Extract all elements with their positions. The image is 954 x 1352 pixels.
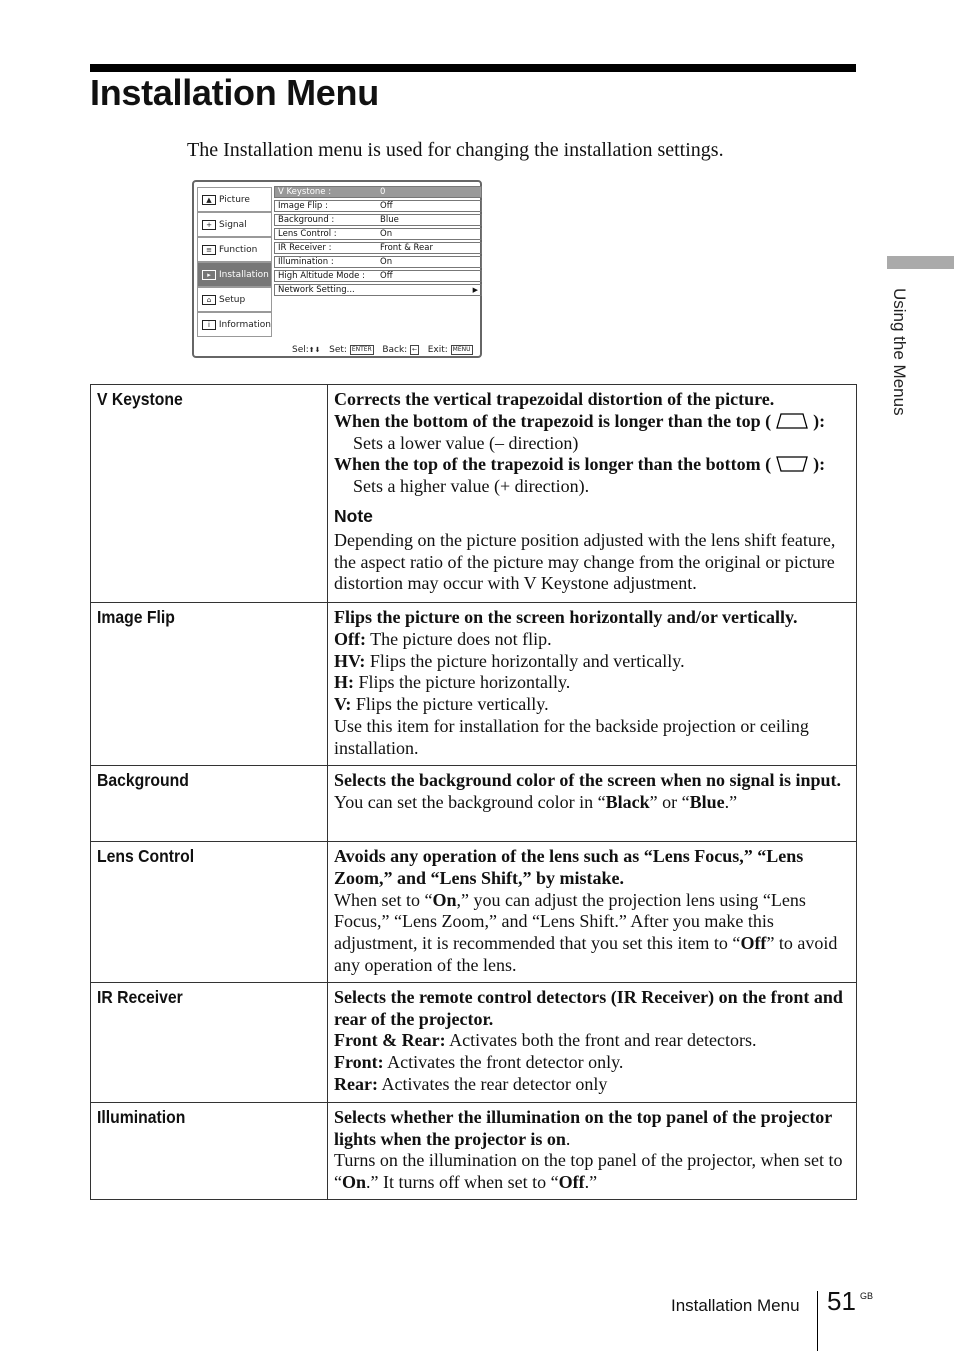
osd-row-image-flip: Image Flip : Off (274, 200, 482, 212)
installation-icon: ▸ (202, 270, 216, 280)
item-name: IR Receiver (97, 986, 183, 1007)
title-rule (90, 64, 856, 72)
chapter-tab (887, 256, 954, 269)
chapter-label: Using the Menus (890, 288, 909, 416)
item-description: You can set the background color in “Black” or “Blue.” (334, 791, 738, 812)
function-icon: ≡ (202, 245, 216, 255)
signal-icon: + (202, 220, 216, 230)
trapezoid-narrow-top-icon (775, 412, 809, 430)
option-front: Front: Activates the front detector only. (334, 1052, 624, 1073)
note-text: Depending on the picture position adjusted with the lens shift feature, the aspect ratio of the picture may change from the original or picture distortion may occur with V Keystone adjustment. (334, 529, 836, 594)
item-heading: Selects the background color of the screen when no signal is input. (334, 770, 842, 790)
settings-table (90, 384, 857, 1200)
option-h: H: Flips the picture horizontally. (334, 672, 571, 693)
item-heading: Corrects the vertical trapezoidal distortion of the picture. (334, 389, 775, 409)
osd-sidebar-item-information: i Information (197, 312, 272, 337)
table-row (91, 766, 857, 842)
osd-sidebar-item-signal: + Signal (197, 212, 272, 237)
osd-row-ir-receiver: IR Receiver : Front & Rear (274, 242, 482, 254)
osd-row-high-altitude: High Altitude Mode : Off (274, 270, 482, 282)
setup-icon: ⌂ (202, 295, 216, 305)
item-description: Turns on the illumination on the top panel of the projector, when set to “On.” It turns off when set to “Off.” (334, 1150, 843, 1193)
table-row (91, 842, 857, 983)
option-v: V: Flips the picture vertically. (334, 694, 549, 715)
table-row (91, 385, 857, 603)
enter-key-icon: ENTER (351, 346, 372, 353)
osd-key-guide: Sel:⬆⬇ Set: ENTER Back: ← Exit: MENU (292, 345, 471, 355)
item-name: Image Flip (97, 607, 175, 627)
osd-row-illumination: Illumination : On (274, 256, 482, 268)
page-title: Installation Menu (90, 72, 379, 113)
page-number: 51 (827, 1286, 856, 1316)
table-row (91, 982, 857, 1102)
item-heading: Avoids any operation of the lens such as “Lens Focus,” “Lens Zoom,” and “Lens Shift,” by mistake. (334, 846, 804, 888)
trapezoid-case-1: When the bottom of the trapezoid is longer than the top ( ): (334, 410, 826, 431)
intro-text: The Installation menu is used for changing the installation settings. (187, 139, 724, 161)
trapezoid-case-1-desc: Sets a lower value (– direction) (353, 432, 579, 453)
installation-menu-screenshot (192, 180, 482, 358)
picture-icon: ▲ (202, 195, 216, 205)
option-rear: Rear: Activates the rear detector only (334, 1073, 608, 1094)
table-row (91, 1102, 857, 1199)
osd-sidebar-item-setup: ⌂ Setup (197, 287, 272, 312)
osd-row-lens-control: Lens Control : On (274, 228, 482, 240)
item-name: Background (97, 770, 189, 790)
option-off: Off: The picture does not flip. (334, 628, 552, 649)
note-title: Note (334, 505, 373, 526)
option-front-rear: Front & Rear: Activates both the front and rear detectors. (334, 1030, 757, 1051)
item-heading: Flips the picture on the screen horizontally and/or vertically. (334, 607, 798, 627)
item-heading: Selects the remote control detectors (IR Receiver) on the front and rear of the projector. (334, 986, 843, 1029)
information-icon: i (202, 320, 216, 330)
footer-section-label: Installation Menu (671, 1296, 800, 1315)
menu-key-icon: MENU (452, 346, 471, 353)
up-down-keys-icon: ⬆⬇ (308, 346, 321, 354)
osd-sidebar-item-picture: ▲ Picture (197, 187, 272, 212)
item-name: Lens Control (97, 846, 195, 866)
item-heading: Selects whether the illumination on the top panel of the projector lights when the projector is on. (334, 1106, 832, 1149)
footer-divider (817, 1291, 818, 1351)
osd-sidebar-item-installation: ▸ Installation (197, 262, 272, 287)
osd-sidebar (197, 187, 272, 337)
trapezoid-case-2-desc: Sets a higher value (+ direction). (353, 476, 590, 497)
item-description: When set to “On,” you can adjust the projection lens using “Lens Focus,” “Lens Zoom,” and “Lens Shift.” After you make this adjustment, it is recommended that you set this item to “Off” to avoid any operation of the lens. (334, 889, 838, 975)
item-name: V Keystone (97, 389, 183, 409)
table-row (91, 603, 857, 766)
osd-row-network-setting: Network Setting... ▶ (274, 284, 482, 296)
item-description: Use this item for installation for the backside projection or ceiling installation. (334, 715, 809, 758)
osd-row-background: Background : Blue (274, 214, 482, 226)
trapezoid-narrow-bottom-icon (775, 455, 809, 473)
trapezoid-case-2: When the top of the trapezoid is longer than the bottom ( ): (334, 454, 826, 475)
option-hv: HV: Flips the picture horizontally and vertically. (334, 650, 685, 671)
submenu-arrow-icon: ▶ (472, 286, 478, 294)
item-name: Illumination (97, 1106, 186, 1127)
osd-settings-list (274, 186, 482, 298)
osd-sidebar-item-function: ≡ Function (197, 237, 272, 262)
back-key-icon: ← (412, 346, 418, 353)
osd-row-v-keystone: V Keystone : 0 (274, 186, 482, 198)
region-code: GB (860, 1291, 874, 1301)
